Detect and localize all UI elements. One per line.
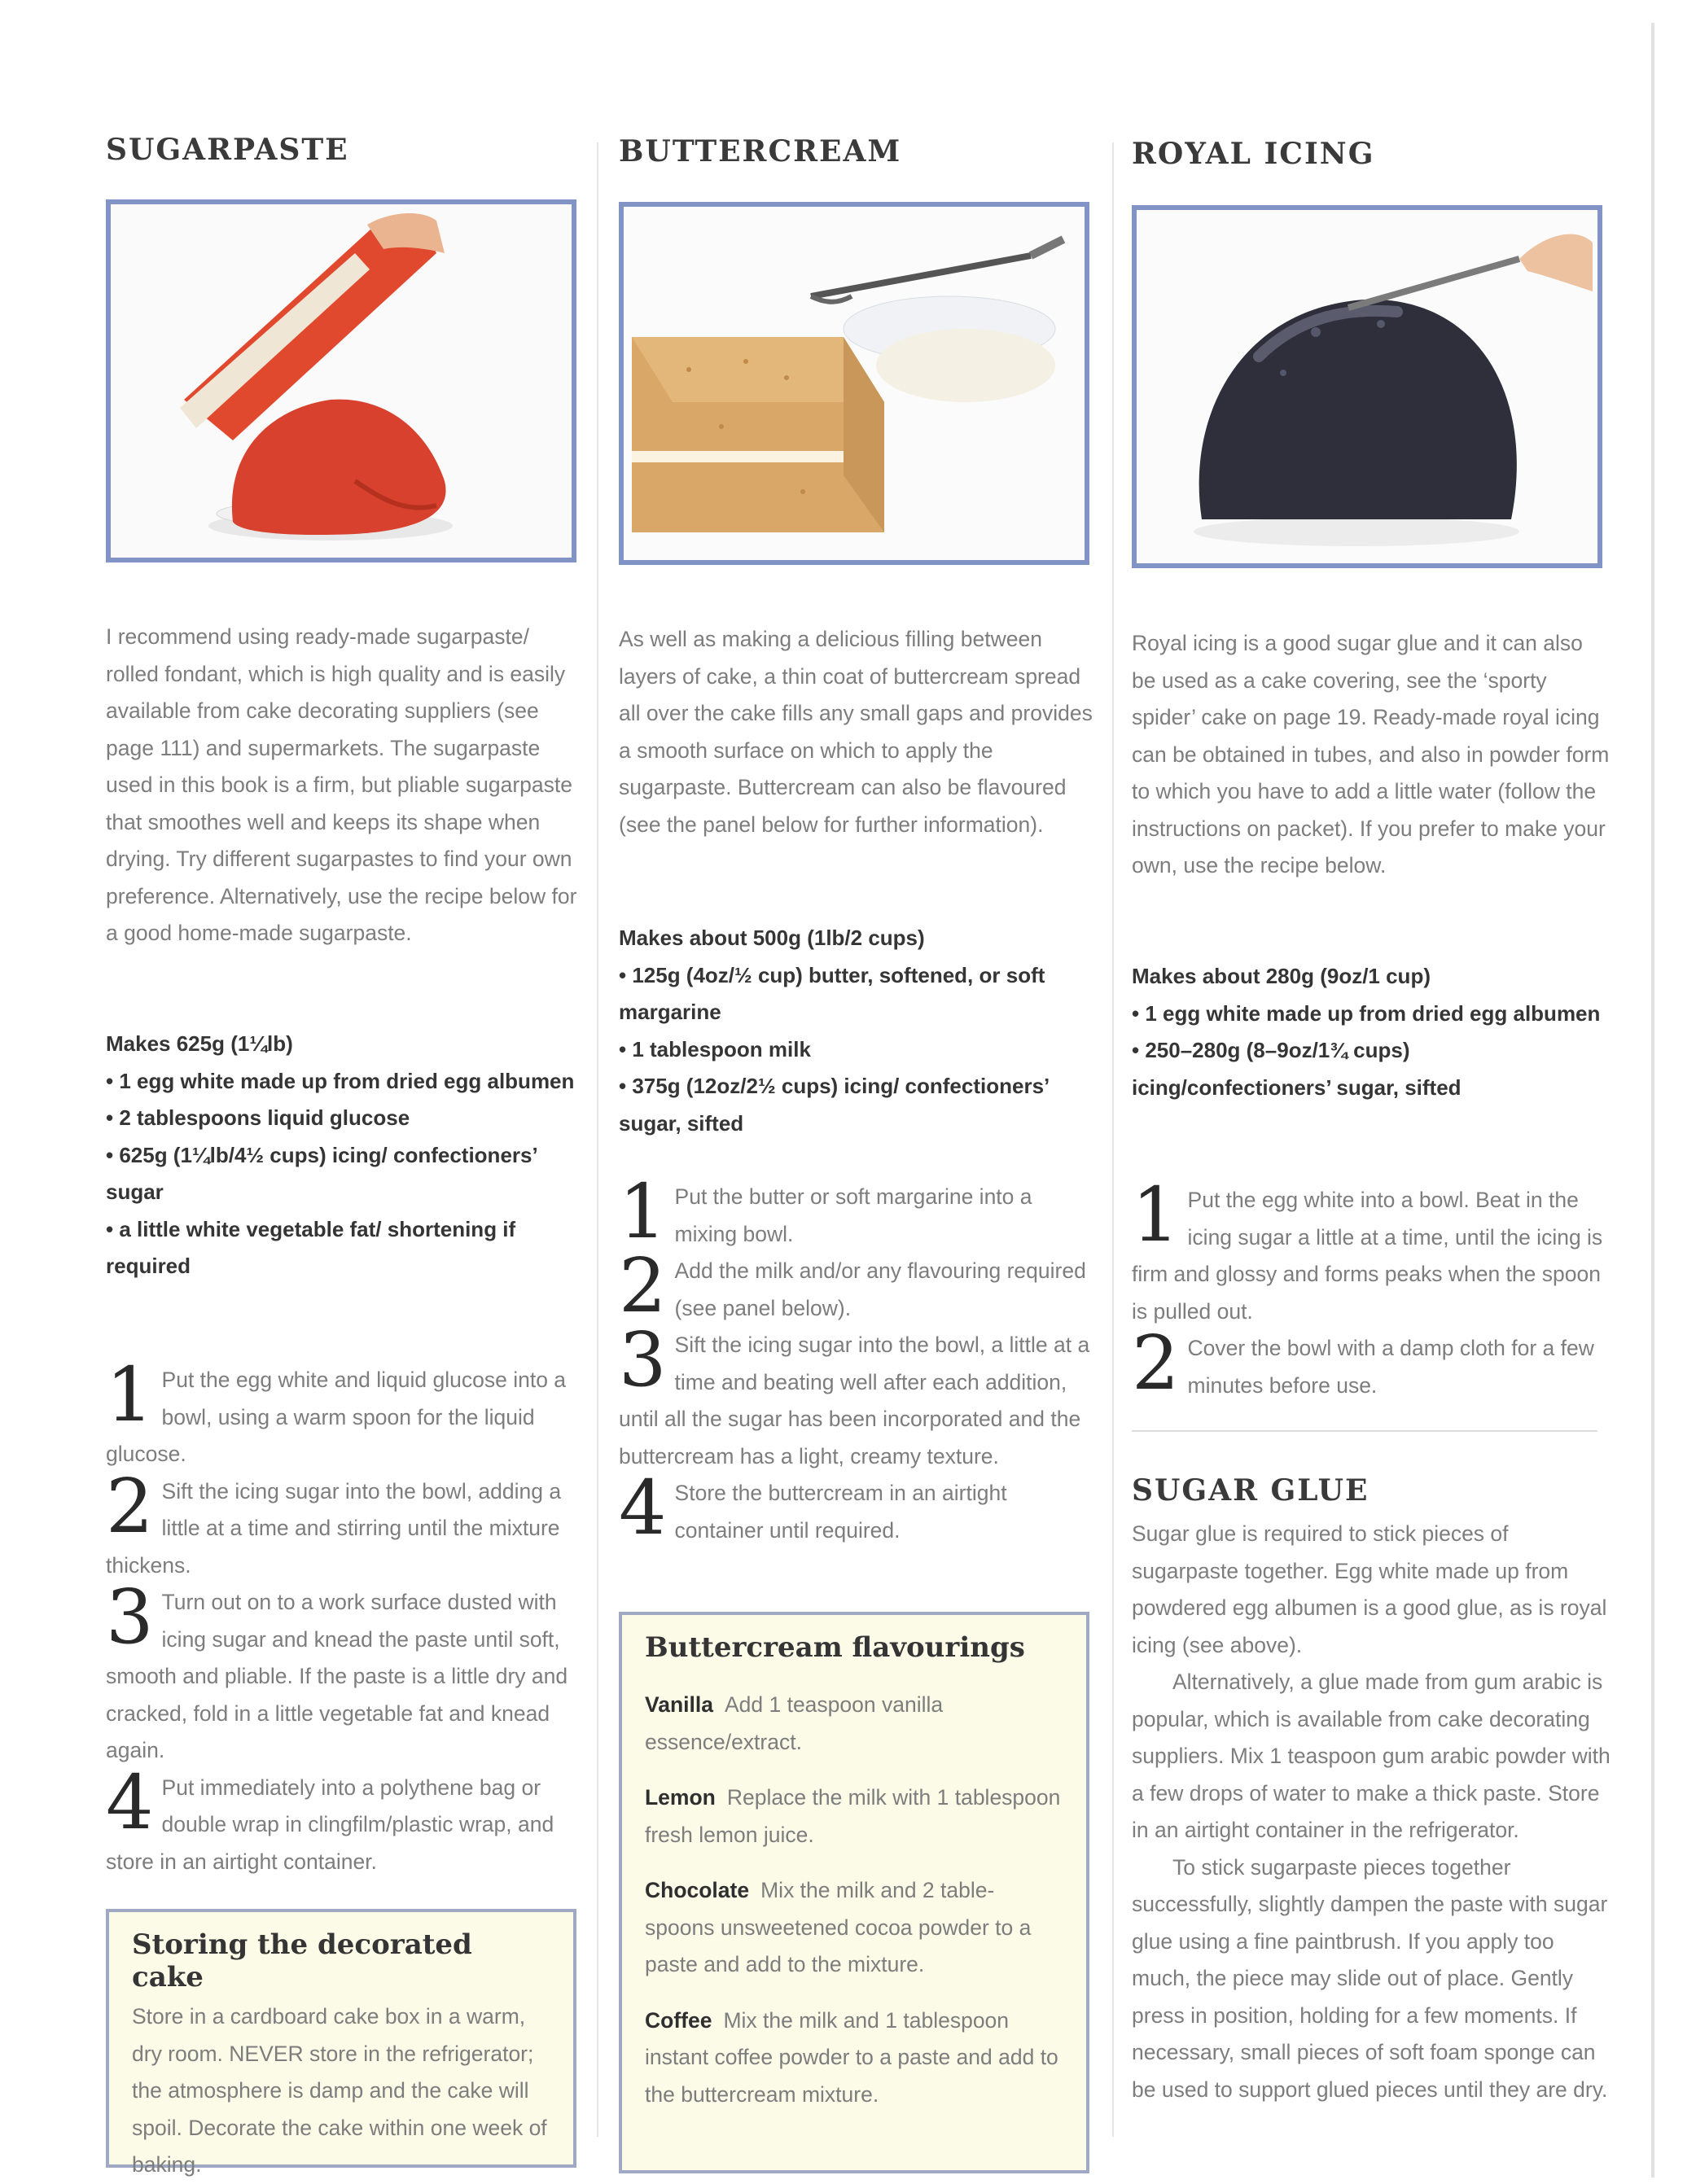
ingredient-item: • 1 egg white made up from dried egg albumen	[106, 1068, 575, 1093]
sugar-glue-paragraph: To stick sugarpaste pieces together successfully, slightly dampen the paste with sugar glue using a fine paintbrush. If you apply too much, the piece may slide out of place. Gently press in position, holding for a few moments. If necessary, small pieces of soft foam sponge can be used to support glued pieces until they are dry.	[1132, 1854, 1608, 2102]
step-text: Put immediately into a polythene bag or double wrap in clingfilm/plastic wrap, and store in an airtight container.	[106, 1775, 554, 1874]
step-number: 3	[106, 1573, 154, 1661]
step-text: Put the egg white into a bowl. Beat in the icing sugar a little at a time, until the icing is firm and glossy and forms peaks when the spoon is pulled out.	[1132, 1188, 1603, 1324]
flavour-item	[645, 2002, 1063, 2114]
buttercream-steps	[619, 1168, 1099, 1552]
ingredient-item: • a little white vegetable fat/ shortening if required	[106, 1216, 516, 1278]
step-number: 1	[619, 1168, 667, 1255]
step-number: 1	[1132, 1171, 1180, 1258]
flavour-name: Lemon	[645, 1785, 716, 1810]
buttercream-intro: As well as making a delicious filling between layers of cake, a thin coat of buttercream spread all over the cake fills any small gaps and provides a smooth surface on which to apply the sugarpaste. Buttercream can also be flavoured (see the panel below for further information).	[619, 627, 1093, 837]
buttercream-flavourings-panel	[619, 1612, 1089, 2173]
step-text: Sift the icing sugar into the bowl, a little at a time and beating well after each addition, until all the sugar has been incorporated and the buttercream has a light, creamy texture.	[619, 1333, 1090, 1468]
sugarpaste-rolling-illustration	[111, 204, 572, 558]
sugarpaste-ingredients	[106, 1026, 586, 1285]
ingredient-item: • 1 egg white made up from dried egg albumen	[1132, 1000, 1601, 1026]
ingredient-item: • 250–280g (8–9oz/1¾ cups) icing/confectioners’ sugar, sifted	[1132, 1038, 1462, 1100]
method-step	[106, 1573, 586, 1770]
royal-icing-photo	[1132, 205, 1602, 568]
ingredient-item: • 375g (12oz/2½ cups) icing/ confectioners’ sugar, sifted	[619, 1074, 1049, 1136]
method-step	[1132, 1320, 1612, 1407]
ingredient-item: • 625g (1¼lb/4½ cups) icing/ confectioners’ sugar	[106, 1142, 537, 1204]
flavour-name: Coffee	[645, 2007, 712, 2033]
buttercream-cake-illustration	[624, 207, 1085, 560]
section-divider	[1132, 1430, 1597, 1432]
step-number: 1	[106, 1351, 154, 1438]
royal-icing-steps	[1132, 1171, 1612, 1407]
step-text: Put the butter or soft margarine into a mixing bowl.	[674, 1184, 1032, 1246]
step-number: 3	[619, 1316, 667, 1403]
flavour-text: Add 1 teaspoon vanilla essence/extract.	[645, 1692, 944, 1754]
flavour-item	[645, 1687, 1063, 1761]
step-text: Cover the bowl with a damp cloth for a few minutes before use.	[1187, 1336, 1594, 1398]
flavour-name: Vanilla	[645, 1692, 713, 1717]
flavour-item	[645, 1779, 1063, 1854]
step-text: Add the milk and/or any flavouring required (see panel below).	[674, 1258, 1086, 1320]
flavour-item	[645, 1872, 1063, 1984]
column-divider	[597, 142, 598, 2137]
royal-icing-ingredients	[1132, 958, 1612, 1106]
step-number: 4	[619, 1464, 667, 1552]
ingredient-item: • 1 tablespoon milk	[619, 1036, 811, 1061]
method-step	[1132, 1171, 1612, 1330]
method-step	[106, 1351, 586, 1473]
sugar-glue-title: SUGAR GLUE	[1132, 1473, 1370, 1508]
column-divider	[1112, 142, 1114, 2137]
royal-icing-illustration	[1137, 210, 1597, 563]
page-edge	[1651, 23, 1654, 2177]
ingredient-item: • 2 tablespoons liquid glucose	[106, 1105, 410, 1130]
storing-cake-text: Store in a cardboard cake box in a warm, dry room. NEVER store in the refrigerator; the atmosphere is damp and the cake will spoil. Decorate the cake within one week of baking.	[132, 2004, 547, 2177]
step-number: 2	[106, 1462, 154, 1550]
flavour-name: Chocolate	[645, 1878, 750, 1902]
royal-icing-yield: Makes about 280g (9oz/1 cup)	[1132, 964, 1431, 988]
sugar-glue-paragraph: Sugar glue is required to stick pieces of sugarpaste together. Egg white made up from powdered egg albumen is a good glue, as is royal icing (see above).	[1132, 1521, 1607, 1657]
buttercream-ingredients	[619, 920, 1099, 1142]
royal-icing-intro: Royal icing is a good sugar glue and it can also be used as a cake covering, see the ‘sporty spider’ cake on page 19. Ready-made royal icing can be obtained in tubes, and also in powder form to which you have to add a little water (follow the instructions on packet). If you prefer to make your own, use the recipe below.	[1132, 631, 1610, 878]
sugarpaste-title: SUGARPASTE	[106, 133, 349, 167]
method-step	[106, 1758, 586, 1881]
step-number: 4	[106, 1758, 154, 1846]
sugar-glue-body	[1132, 1516, 1612, 2108]
method-step	[619, 1242, 1099, 1329]
flavour-text: Mix the milk and 2 table- spoons unsweetened cocoa powder to a paste and add to the mixture.	[645, 1878, 1032, 1976]
step-text: Put the egg white and liquid glucose into a bowl, using a warm spoon for the liquid glucose.	[106, 1368, 567, 1466]
flavourings-title: Buttercream flavourings	[645, 1631, 1025, 1664]
storing-cake-title: Storing the decorated cake	[132, 1928, 472, 1994]
sugar-glue-paragraph: Alternatively, a glue made from gum arabic is popular, which is available from cake decorating suppliers. Mix 1 teaspoon gum arabic powder with a few drops of water to make a thick paste. Store in an airtight container in the refrigerator.	[1132, 1670, 1611, 1842]
sugarpaste-steps	[106, 1351, 586, 1880]
sugarpaste-photo	[106, 199, 576, 562]
method-step	[619, 1168, 1099, 1255]
flavour-text: Replace the milk with 1 tablespoon fresh lemon juice.	[645, 1785, 1061, 1847]
step-text: Store the buttercream in an airtight container until required.	[674, 1481, 1007, 1543]
method-step	[619, 1464, 1099, 1552]
method-step	[619, 1316, 1099, 1475]
step-text: Turn out on to a work surface dusted with icing sugar and knead the paste until soft, smooth and pliable. If the paste is a little dry and cracked, fold in a little vegetable fat and knead again.	[106, 1590, 568, 1762]
sugarpaste-intro: I recommend using ready-made sugarpaste/ rolled fondant, which is high quality and is easily available from cake decorating suppliers (see page 111) and supermarkets. The sugarpaste used in this book is a firm, but pliable sugarpaste that smoothes well and keeps its shape when drying. Try different sugarpastes to find your own preference. Alternatively, use the recipe below for a good home-made sugarpaste.	[106, 624, 577, 945]
buttercream-photo	[619, 202, 1089, 565]
buttercream-yield: Makes about 500g (1lb/2 cups)	[619, 926, 925, 950]
flavour-text: Mix the milk and 1 tablespoon instant coffee powder to a paste and add to the buttercream mixture.	[645, 2007, 1058, 2107]
ingredient-item: • 125g (4oz/½ cup) butter, softened, or soft margarine	[619, 962, 1045, 1024]
step-text: Sift the icing sugar into the bowl, adding a little at a time and stirring until the mixture thickens.	[106, 1478, 562, 1578]
step-number: 2	[619, 1242, 667, 1329]
step-number: 2	[1132, 1320, 1180, 1407]
storing-cake-panel	[106, 1909, 576, 2177]
buttercream-title: BUTTERCREAM	[619, 134, 902, 169]
royal-icing-title: ROYAL ICING	[1132, 137, 1375, 171]
method-step	[106, 1462, 586, 1585]
sugarpaste-yield: Makes 625g (1¼lb)	[106, 1031, 293, 1056]
